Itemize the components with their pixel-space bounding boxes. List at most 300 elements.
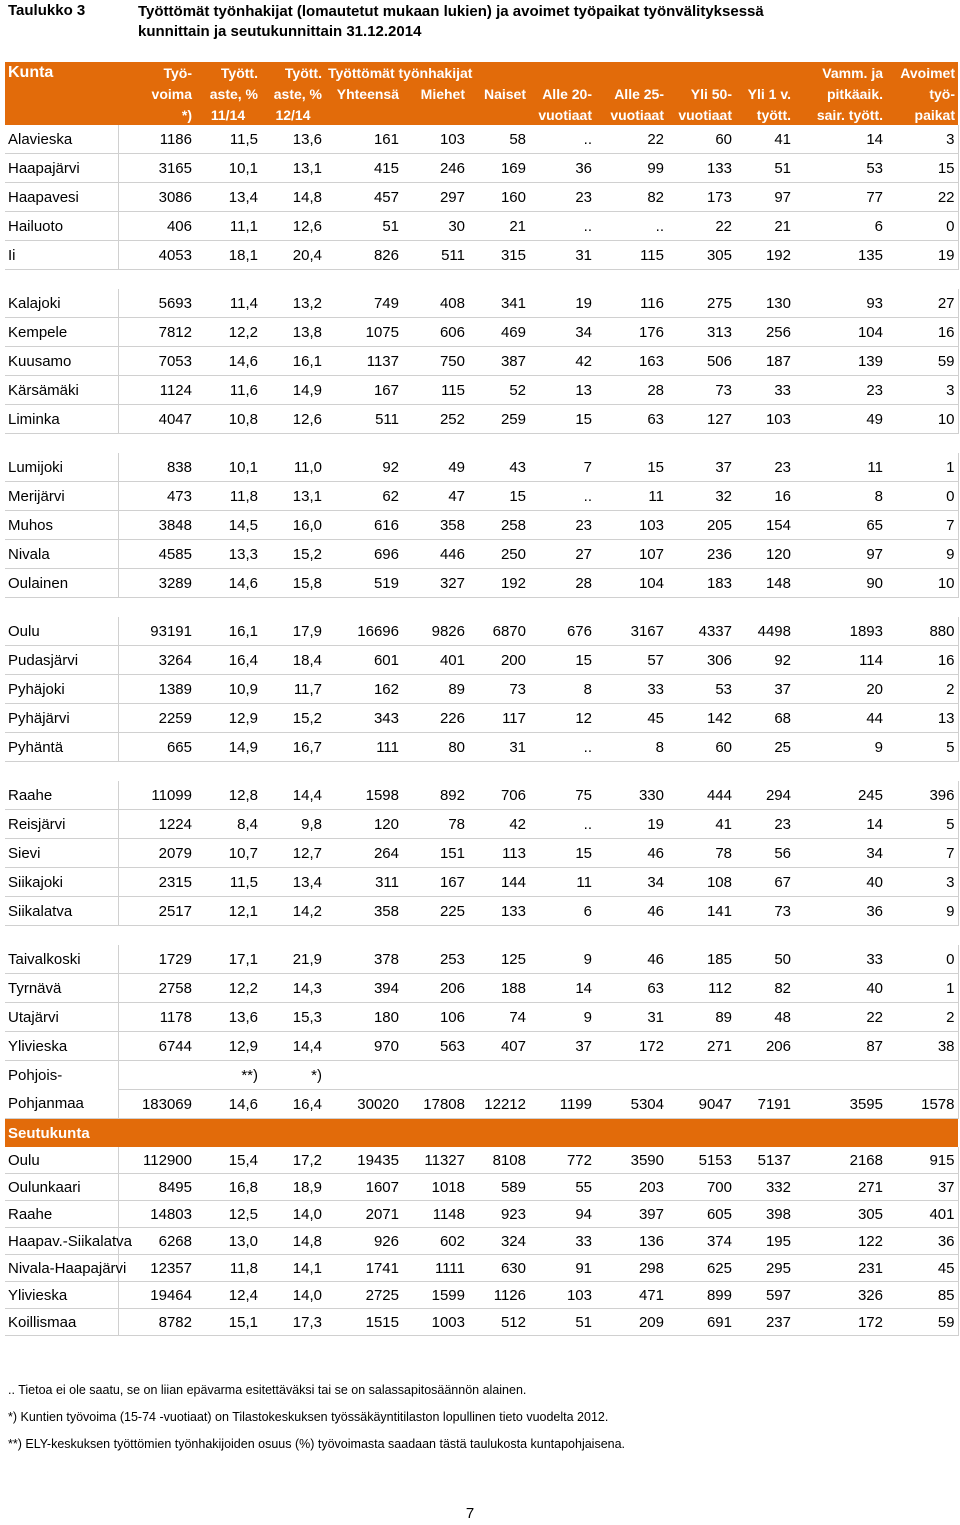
table-cell: 51 xyxy=(325,212,402,241)
table-cell: 473 xyxy=(118,482,195,511)
table-cell: 46 xyxy=(595,839,667,868)
table-cell: 34 xyxy=(595,868,667,897)
table-row xyxy=(5,733,958,762)
table-cell: 0 xyxy=(886,945,958,974)
total-mark-aste12: *) xyxy=(261,1061,325,1090)
table-caption-label: Taulukko 3 xyxy=(8,2,86,19)
table-cell: 67 xyxy=(735,868,794,897)
table-cell: 15,4 xyxy=(195,1147,261,1174)
table-cell: 19 xyxy=(886,241,958,270)
table-cell: 12,8 xyxy=(195,781,261,810)
table-cell: 1018 xyxy=(402,1174,468,1201)
table-cell: 10,7 xyxy=(195,839,261,868)
table-row xyxy=(5,1147,958,1174)
table-cell: 37 xyxy=(667,453,735,482)
table-cell: 1 xyxy=(886,453,958,482)
table-cell: 398 xyxy=(735,1201,794,1228)
table-cell: 20 xyxy=(794,675,886,704)
table-cell: 14,6 xyxy=(195,1090,261,1119)
table-cell: 13,6 xyxy=(261,125,325,154)
table-row xyxy=(5,1174,958,1201)
table-cell: 30020 xyxy=(325,1090,402,1119)
table-cell: 12,6 xyxy=(261,405,325,434)
table-cell: 108 xyxy=(667,868,735,897)
table-cell: 1515 xyxy=(325,1309,402,1336)
row-name: Nivala-Haapajärvi xyxy=(5,1255,118,1282)
table-cell: 5 xyxy=(886,733,958,762)
table-cell: 47 xyxy=(402,482,468,511)
table-cell: 50 xyxy=(735,945,794,974)
table-cell: 106 xyxy=(402,1003,468,1032)
table-cell: 187 xyxy=(735,347,794,376)
total-mark-aste11: **) xyxy=(195,1061,261,1090)
table-cell: 59 xyxy=(886,347,958,376)
table-cell: 176 xyxy=(595,318,667,347)
table-cell: 45 xyxy=(595,704,667,733)
table-cell: 205 xyxy=(667,511,735,540)
table-cell: 5693 xyxy=(118,289,195,318)
table-cell: 6 xyxy=(529,897,595,926)
table-cell: 23 xyxy=(735,810,794,839)
table-cell: 923 xyxy=(468,1201,529,1228)
row-name: Kärsämäki xyxy=(5,376,118,405)
table-cell: 9 xyxy=(529,945,595,974)
table-cell: 2 xyxy=(886,675,958,704)
table-cell: 37 xyxy=(886,1174,958,1201)
table-cell: 1148 xyxy=(402,1201,468,1228)
table-cell: 18,4 xyxy=(261,646,325,675)
seutukunta-heading: Seutukunta xyxy=(5,1119,958,1148)
table-cell: .. xyxy=(529,733,595,762)
row-name: Oulainen xyxy=(5,569,118,598)
table-row xyxy=(5,154,958,183)
table-cell: 2758 xyxy=(118,974,195,1003)
header-yhteensa: Yhteensä xyxy=(325,83,402,104)
table-cell: 195 xyxy=(735,1228,794,1255)
table-cell: 77 xyxy=(794,183,886,212)
table-cell: 93191 xyxy=(118,617,195,646)
table-row xyxy=(5,704,958,733)
table-cell: 167 xyxy=(325,376,402,405)
table-cell: 397 xyxy=(595,1201,667,1228)
table-cell: 408 xyxy=(402,289,468,318)
table-cell: 55 xyxy=(529,1174,595,1201)
table-cell: 237 xyxy=(735,1309,794,1336)
table-row xyxy=(5,318,958,347)
table-cell: 387 xyxy=(468,347,529,376)
table-cell: 0 xyxy=(886,212,958,241)
table-row xyxy=(5,1201,958,1228)
table-cell: 99 xyxy=(595,154,667,183)
table-cell: 7 xyxy=(529,453,595,482)
header-aste-11-3: 11/14 xyxy=(195,104,261,125)
table-cell: 563 xyxy=(402,1032,468,1061)
table-cell: 203 xyxy=(595,1174,667,1201)
table-cell: 5153 xyxy=(667,1147,735,1174)
table-cell: 73 xyxy=(468,675,529,704)
table-cell: 63 xyxy=(595,974,667,1003)
table-cell: 826 xyxy=(325,241,402,270)
table-cell: 14 xyxy=(794,810,886,839)
table-cell: 394 xyxy=(325,974,402,1003)
row-name: Oulu xyxy=(5,1147,118,1174)
table-cell: 188 xyxy=(468,974,529,1003)
table-cell: 5 xyxy=(886,810,958,839)
table-cell: 23 xyxy=(735,453,794,482)
table-cell: 589 xyxy=(468,1174,529,1201)
table-cell: 13 xyxy=(529,376,595,405)
row-name: Pyhäjoki xyxy=(5,675,118,704)
table-cell: 838 xyxy=(118,453,195,482)
table-cell: 358 xyxy=(402,511,468,540)
table-cell: 16 xyxy=(886,318,958,347)
table-cell: 16,1 xyxy=(261,347,325,376)
table-cell: 78 xyxy=(402,810,468,839)
row-name: Haapav.-Siikalatva xyxy=(5,1228,118,1255)
table-cell: 120 xyxy=(735,540,794,569)
spacer-row xyxy=(5,270,958,290)
table-cell: 407 xyxy=(468,1032,529,1061)
table-cell: 133 xyxy=(667,154,735,183)
table-cell: 511 xyxy=(402,241,468,270)
seutukunta-body xyxy=(5,1147,958,1336)
table-cell: 42 xyxy=(468,810,529,839)
table-cell: 226 xyxy=(402,704,468,733)
table-cell: 74 xyxy=(468,1003,529,1032)
table-cell xyxy=(667,1061,735,1090)
table-cell xyxy=(325,1061,402,1090)
spacer-row xyxy=(5,762,958,782)
table-cell: 471 xyxy=(595,1282,667,1309)
table-cell: 601 xyxy=(325,646,402,675)
table-cell: 3289 xyxy=(118,569,195,598)
table-cell: 16 xyxy=(735,482,794,511)
header-vamm-2: pitkäaik. xyxy=(794,83,886,104)
table-cell: 53 xyxy=(667,675,735,704)
table-row xyxy=(5,1032,958,1061)
table-cell: 15 xyxy=(529,646,595,675)
table-cell: 926 xyxy=(325,1228,402,1255)
table-cell: 616 xyxy=(325,511,402,540)
table-cell: 34 xyxy=(794,839,886,868)
table-cell: 630 xyxy=(468,1255,529,1282)
table-cell: 311 xyxy=(325,868,402,897)
table-cell: 22 xyxy=(667,212,735,241)
table-cell xyxy=(529,1061,595,1090)
table-cell: 305 xyxy=(667,241,735,270)
table-cell: 1137 xyxy=(325,347,402,376)
table-cell: 34 xyxy=(529,318,595,347)
table-cell: 297 xyxy=(402,183,468,212)
unemployment-table xyxy=(5,62,959,1336)
row-name: Haapavesi xyxy=(5,183,118,212)
table-cell: 15,1 xyxy=(195,1309,261,1336)
table-cell: 14,3 xyxy=(261,974,325,1003)
table-cell: 258 xyxy=(468,511,529,540)
table-cell: 51 xyxy=(735,154,794,183)
table-cell: 120 xyxy=(325,810,402,839)
table-cell: 12357 xyxy=(118,1255,195,1282)
table-cell: 4337 xyxy=(667,617,735,646)
table-cell: 133 xyxy=(468,897,529,926)
table-cell: 11 xyxy=(794,453,886,482)
table-cell: 415 xyxy=(325,154,402,183)
row-name: Reisjärvi xyxy=(5,810,118,839)
table-cell: 327 xyxy=(402,569,468,598)
row-name: Kuusamo xyxy=(5,347,118,376)
table-cell: 15 xyxy=(886,154,958,183)
row-name: Raahe xyxy=(5,1201,118,1228)
table-cell: 151 xyxy=(402,839,468,868)
table-cell: 3165 xyxy=(118,154,195,183)
table-cell: 324 xyxy=(468,1228,529,1255)
table-body xyxy=(5,125,958,1061)
row-name: Siikajoki xyxy=(5,868,118,897)
table-cell: 82 xyxy=(595,183,667,212)
row-name: Alavieska xyxy=(5,125,118,154)
table-cell: 37 xyxy=(529,1032,595,1061)
row-name: Utajärvi xyxy=(5,1003,118,1032)
total-name-line1: Pohjois- xyxy=(5,1061,118,1090)
table-cell: 250 xyxy=(468,540,529,569)
table-cell: 163 xyxy=(595,347,667,376)
table-cell xyxy=(468,1061,529,1090)
table-cell: 73 xyxy=(667,376,735,405)
spacer-row xyxy=(5,434,958,454)
table-cell: 772 xyxy=(529,1147,595,1174)
table-cell: 665 xyxy=(118,733,195,762)
caption-line-2: kunnittain ja seutukunnittain 31.12.2014 xyxy=(138,23,422,40)
table-cell: 17,9 xyxy=(261,617,325,646)
table-cell: 13,0 xyxy=(195,1228,261,1255)
table-cell: 28 xyxy=(529,569,595,598)
table-cell: 15 xyxy=(529,405,595,434)
table-row xyxy=(5,289,958,318)
table-row xyxy=(5,1309,958,1336)
table-cell: 970 xyxy=(325,1032,402,1061)
table-cell: 125 xyxy=(468,945,529,974)
table-cell: 93 xyxy=(794,289,886,318)
table-cell: 12212 xyxy=(468,1090,529,1119)
header-vamm-3: sair. tyött. xyxy=(794,104,886,125)
table-cell: 11,7 xyxy=(261,675,325,704)
table-cell: 625 xyxy=(667,1255,735,1282)
table-cell: 700 xyxy=(667,1174,735,1201)
table-cell xyxy=(118,1061,195,1090)
table-cell: 2725 xyxy=(325,1282,402,1309)
table-cell: 33 xyxy=(595,675,667,704)
table-cell: 9826 xyxy=(402,617,468,646)
table-header xyxy=(5,62,958,125)
table-cell: 9 xyxy=(529,1003,595,1032)
table-cell: 130 xyxy=(735,289,794,318)
row-name: Siikalatva xyxy=(5,897,118,926)
table-cell: 17,2 xyxy=(261,1147,325,1174)
table-cell: 11,1 xyxy=(195,212,261,241)
table-cell: 36 xyxy=(529,154,595,183)
table-cell: 44 xyxy=(794,704,886,733)
table-cell: 17,3 xyxy=(261,1309,325,1336)
table-cell: 1075 xyxy=(325,318,402,347)
table-cell: 10 xyxy=(886,405,958,434)
table-total xyxy=(5,1061,958,1119)
table-cell: 252 xyxy=(402,405,468,434)
table-cell: 183069 xyxy=(118,1090,195,1119)
table-cell: .. xyxy=(595,212,667,241)
table-cell: 161 xyxy=(325,125,402,154)
table-cell: 13,8 xyxy=(261,318,325,347)
table-cell: 115 xyxy=(402,376,468,405)
table-cell: 136 xyxy=(595,1228,667,1255)
table-cell: 1578 xyxy=(886,1090,958,1119)
table-cell: 3 xyxy=(886,868,958,897)
row-name: Ii xyxy=(5,241,118,270)
table-cell: 144 xyxy=(468,868,529,897)
table-cell: 206 xyxy=(735,1032,794,1061)
table-cell: 10,8 xyxy=(195,405,261,434)
table-cell: 4498 xyxy=(735,617,794,646)
table-row xyxy=(5,347,958,376)
table-cell: .. xyxy=(529,482,595,511)
table-cell: 112900 xyxy=(118,1147,195,1174)
row-name: Ylivieska xyxy=(5,1032,118,1061)
table-cell: 11,4 xyxy=(195,289,261,318)
table-cell: 8495 xyxy=(118,1174,195,1201)
table-cell: 21 xyxy=(735,212,794,241)
table-cell: 33 xyxy=(794,945,886,974)
table-cell: 148 xyxy=(735,569,794,598)
table-cell: 82 xyxy=(735,974,794,1003)
spacer-row xyxy=(5,926,958,946)
table-cell: 40 xyxy=(794,974,886,1003)
table-cell: 14,0 xyxy=(261,1282,325,1309)
table-cell: 14803 xyxy=(118,1201,195,1228)
table-cell: 53 xyxy=(794,154,886,183)
table-cell: 97 xyxy=(735,183,794,212)
table-cell: 12 xyxy=(529,704,595,733)
table-cell: 330 xyxy=(595,781,667,810)
table-cell: 115 xyxy=(595,241,667,270)
table-cell: 4053 xyxy=(118,241,195,270)
table-cell: 23 xyxy=(529,183,595,212)
table-cell: 11099 xyxy=(118,781,195,810)
table-cell: 5304 xyxy=(595,1090,667,1119)
table-cell: 92 xyxy=(735,646,794,675)
table-cell: 103 xyxy=(402,125,468,154)
total-row-top xyxy=(5,1061,958,1090)
page-number: 7 xyxy=(465,1505,475,1522)
table-cell: 12,2 xyxy=(195,318,261,347)
row-name: Tyrnävä xyxy=(5,974,118,1003)
table-cell: 58 xyxy=(468,125,529,154)
table-cell: 103 xyxy=(595,511,667,540)
table-cell: 12,5 xyxy=(195,1201,261,1228)
table-cell: 14,9 xyxy=(195,733,261,762)
table-cell: .. xyxy=(529,212,595,241)
table-row xyxy=(5,540,958,569)
table-cell: 15 xyxy=(468,482,529,511)
row-name: Oulu xyxy=(5,617,118,646)
table-cell: 111 xyxy=(325,733,402,762)
table-cell: 15 xyxy=(529,839,595,868)
table-cell: 1 xyxy=(886,974,958,1003)
table-cell: 172 xyxy=(794,1309,886,1336)
table-cell: 374 xyxy=(667,1228,735,1255)
table-cell: 43 xyxy=(468,453,529,482)
header-alle20-2: vuotiaat xyxy=(529,104,595,125)
header-avoimet-3: paikat xyxy=(886,104,958,125)
table-cell: 89 xyxy=(402,675,468,704)
spacer-row xyxy=(5,598,958,618)
table-cell: 22 xyxy=(886,183,958,212)
table-cell: 2259 xyxy=(118,704,195,733)
table-cell: 691 xyxy=(667,1309,735,1336)
table-cell: 113 xyxy=(468,839,529,868)
table-row xyxy=(5,974,958,1003)
header-yli50: Yli 50- xyxy=(667,83,735,104)
table-cell: 469 xyxy=(468,318,529,347)
table-cell: 104 xyxy=(595,569,667,598)
table-cell: 10,1 xyxy=(195,154,261,183)
table-cell: 9 xyxy=(886,897,958,926)
row-name: Koillismaa xyxy=(5,1309,118,1336)
header-vamm: Vamm. ja xyxy=(794,62,886,83)
table-cell: 107 xyxy=(595,540,667,569)
table-cell: 11,8 xyxy=(195,482,261,511)
row-name: Kempele xyxy=(5,318,118,347)
table-cell: 112 xyxy=(667,974,735,1003)
table-cell: 406 xyxy=(118,212,195,241)
table-cell: 14 xyxy=(529,974,595,1003)
table-cell: 602 xyxy=(402,1228,468,1255)
header-aste-12-2: aste, % xyxy=(261,83,325,104)
header-yli1v: Yli 1 v. xyxy=(735,83,794,104)
table-cell: 94 xyxy=(529,1201,595,1228)
table-cell: 1893 xyxy=(794,617,886,646)
table-cell: 31 xyxy=(595,1003,667,1032)
table-cell: 3 xyxy=(886,376,958,405)
table-cell: 10 xyxy=(886,569,958,598)
table-cell: 5137 xyxy=(735,1147,794,1174)
table-cell: 12,2 xyxy=(195,974,261,1003)
table-cell: 457 xyxy=(325,183,402,212)
table-cell: 52 xyxy=(468,376,529,405)
table-cell: 306 xyxy=(667,646,735,675)
table-cell: 104 xyxy=(794,318,886,347)
row-name: Pudasjärvi xyxy=(5,646,118,675)
table-cell: 12,1 xyxy=(195,897,261,926)
table-row xyxy=(5,781,958,810)
table-cell: 12,6 xyxy=(261,212,325,241)
table-cell: 605 xyxy=(667,1201,735,1228)
table-cell: 16 xyxy=(886,646,958,675)
header-aste-12-3: 12/14 xyxy=(261,104,325,125)
table-cell: 20,4 xyxy=(261,241,325,270)
table-cell: 33 xyxy=(735,376,794,405)
table-cell: 49 xyxy=(794,405,886,434)
table-cell: 89 xyxy=(667,1003,735,1032)
table-cell: 103 xyxy=(529,1282,595,1309)
table-cell: 173 xyxy=(667,183,735,212)
table-cell: 245 xyxy=(794,781,886,810)
table-caption xyxy=(138,2,953,42)
table-cell: .. xyxy=(529,810,595,839)
seutukunta-section xyxy=(5,1119,958,1148)
table-cell: 12,9 xyxy=(195,704,261,733)
table-cell: 2071 xyxy=(325,1201,402,1228)
table-cell: 23 xyxy=(794,376,886,405)
table-cell: 172 xyxy=(595,1032,667,1061)
